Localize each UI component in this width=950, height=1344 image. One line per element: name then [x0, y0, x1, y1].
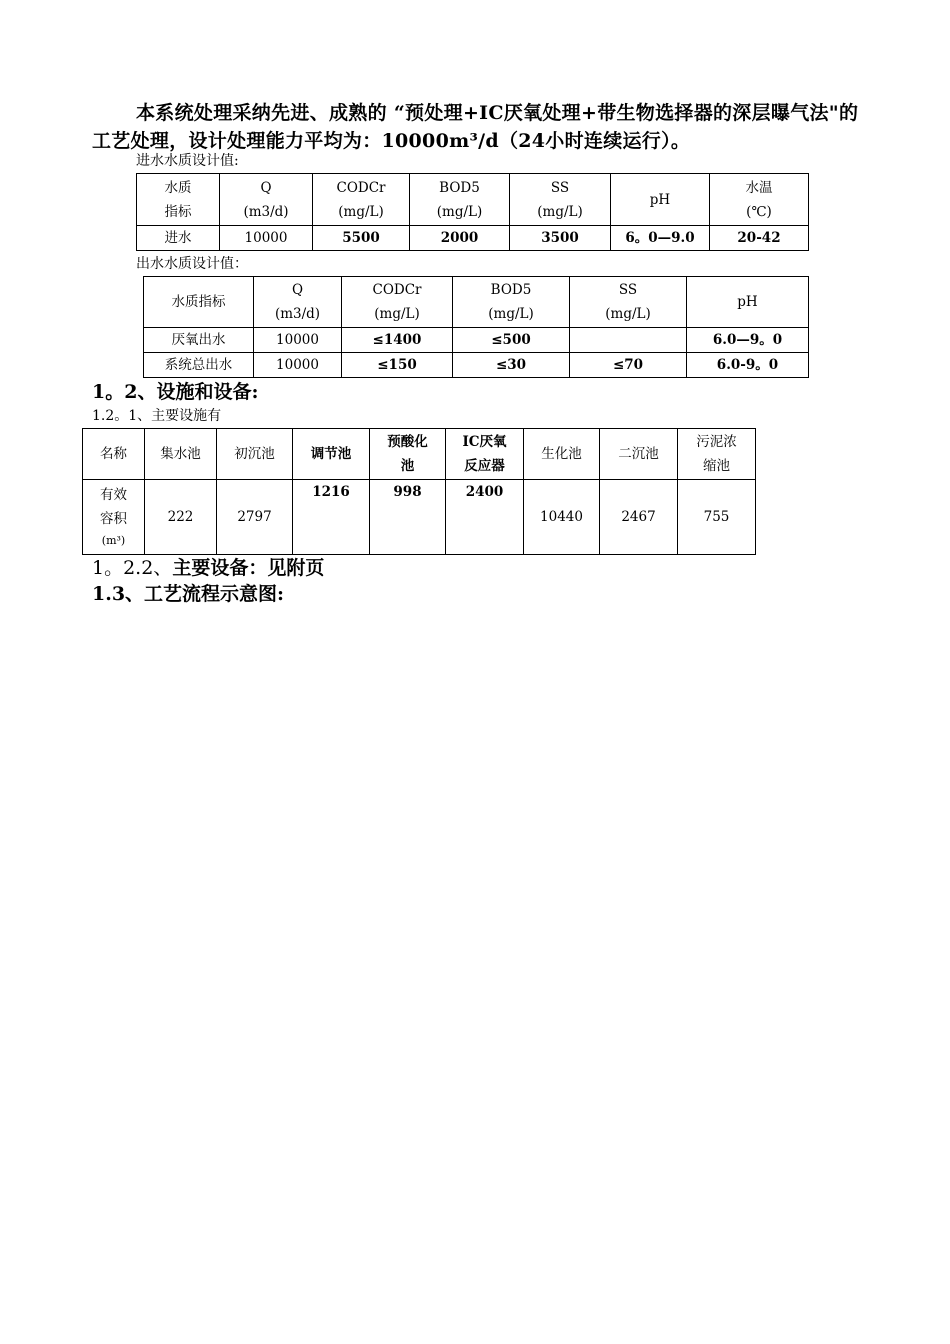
header-cell: Q (m3/d): [254, 277, 342, 328]
table-cell: 6.0—9。0: [687, 328, 809, 353]
header-cell: SS (mg/L): [510, 174, 611, 226]
table-cell: 6.0-9。0: [687, 353, 809, 378]
subheading-1-2-1: 1.2。1、主要设施有: [92, 408, 222, 424]
table-cell: ≤1400: [342, 328, 453, 353]
table-cell: ≤500: [453, 328, 570, 353]
header-cell: IC厌氧 反应器: [446, 429, 524, 480]
table-cell: 2467: [600, 480, 678, 555]
header-cell: 二沉池: [600, 429, 678, 480]
header-cell: CODCr (mg/L): [342, 277, 453, 328]
facilities-table: [82, 428, 756, 555]
influent-table: [136, 173, 809, 251]
table-cell: 2400: [446, 480, 524, 555]
table-row: [137, 226, 809, 251]
table-cell: 10000: [254, 353, 342, 378]
row-label: 厌氧出水: [144, 328, 254, 353]
section-heading-1-3: 1.3、工艺流程示意图:: [92, 583, 285, 605]
intro-text: 本系统处理采纳先进、成熟的 “预处理+IC厌氧处理+带生物选择器的深层曝气法"的工艺处理，设计处理能力平均为：10000m³/d（24小时连续运行）。: [92, 102, 859, 152]
header-cell: 水温 (℃): [710, 174, 809, 226]
table-row: [144, 353, 809, 378]
header-cell: SS (mg/L): [570, 277, 687, 328]
header-cell: 污泥浓 缩池: [678, 429, 756, 480]
header-cell: 名称: [83, 429, 145, 480]
table-cell: ≤30: [453, 353, 570, 378]
facilities-header-row: [83, 429, 756, 480]
section-number: 1。2.2、: [92, 557, 173, 579]
header-cell: 水质指标: [144, 277, 254, 328]
row-label: 有效 容积 (m³): [83, 480, 145, 555]
intro-paragraph: [92, 99, 872, 155]
table-cell: ≤70: [570, 353, 687, 378]
row-label: 进水: [137, 226, 220, 251]
row-label: 系统总出水: [144, 353, 254, 378]
section-heading-1-2: 1。2、设施和设备:: [92, 381, 259, 403]
table-cell: ≤150: [342, 353, 453, 378]
effluent-header-row: [144, 277, 809, 328]
effluent-table: [143, 276, 809, 378]
table-cell: 10000: [220, 226, 313, 251]
table-cell: 20-42: [710, 226, 809, 251]
header-cell: 预酸化 池: [370, 429, 446, 480]
header-cell: pH: [687, 277, 809, 328]
table-cell: 10440: [524, 480, 600, 555]
table-cell: 5500: [313, 226, 410, 251]
table-cell: 222: [145, 480, 217, 555]
section-text: 主要设备：见附页: [172, 557, 325, 579]
table-cell: 10000: [254, 328, 342, 353]
table-cell: 1216: [293, 480, 370, 555]
influent-caption: 进水水质设计值:: [136, 153, 239, 169]
header-cell: 水质 指标: [137, 174, 220, 226]
table-cell: [570, 328, 687, 353]
header-cell: 生化池: [524, 429, 600, 480]
header-cell: BOD5 (mg/L): [410, 174, 510, 226]
header-cell: 调节池: [293, 429, 370, 480]
header-cell: 初沉池: [217, 429, 293, 480]
table-cell: 2000: [410, 226, 510, 251]
header-cell: CODCr (mg/L): [313, 174, 410, 226]
header-cell: 集水池: [145, 429, 217, 480]
section-heading-1-2-2: [92, 556, 324, 580]
header-cell: BOD5 (mg/L): [453, 277, 570, 328]
table-cell: 3500: [510, 226, 611, 251]
table-cell: 755: [678, 480, 756, 555]
table-cell: 2797: [217, 480, 293, 555]
effluent-caption: 出水水质设计值：: [136, 256, 248, 272]
header-cell: pH: [611, 174, 710, 226]
influent-header-row: [137, 174, 809, 226]
table-row: [144, 328, 809, 353]
table-cell: 6。0—9.0: [611, 226, 710, 251]
table-cell: 998: [370, 480, 446, 555]
header-cell: Q (m3/d): [220, 174, 313, 226]
table-row: [83, 480, 756, 555]
